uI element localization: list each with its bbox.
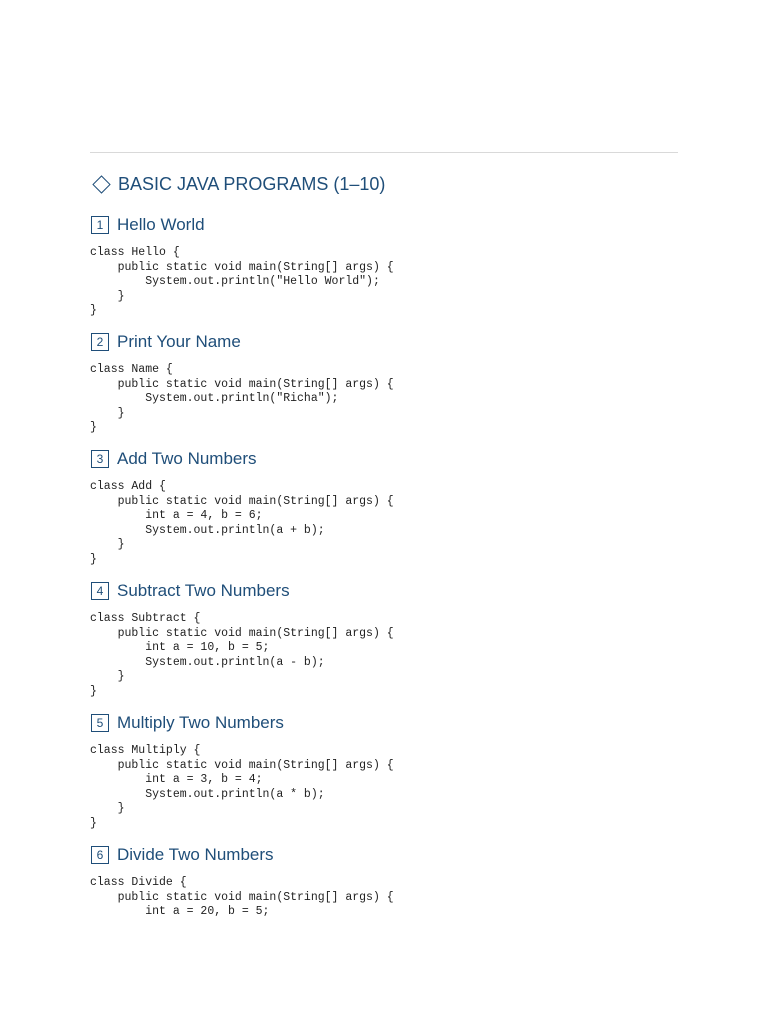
code-block: class Divide { public static void main(String[] args) { int a = 20, b = 5; bbox=[90, 876, 394, 919]
section-heading bbox=[90, 711, 678, 735]
code-block: class Multiply { public static void main(String[] args) { int a = 3, b = 4; System.out.println(a * b); } } bbox=[90, 744, 394, 830]
number-badge: 3 bbox=[91, 450, 109, 468]
number-badge: 5 bbox=[91, 714, 109, 732]
section-heading bbox=[90, 330, 678, 354]
section-heading bbox=[90, 843, 678, 867]
program-section-6 bbox=[90, 843, 678, 920]
section-title: Multiply Two Numbers bbox=[117, 713, 284, 732]
program-section-4 bbox=[90, 579, 678, 700]
document-title bbox=[92, 172, 385, 196]
program-section-2 bbox=[90, 330, 678, 436]
section-title: Hello World bbox=[117, 215, 205, 234]
number-badge: 4 bbox=[91, 582, 109, 600]
program-section-3 bbox=[90, 447, 678, 568]
diamond-icon bbox=[92, 175, 110, 193]
section-title: Subtract Two Numbers bbox=[117, 581, 290, 600]
program-section-1 bbox=[90, 213, 678, 319]
program-section-5 bbox=[90, 711, 678, 832]
horizontal-divider bbox=[90, 152, 678, 153]
section-heading bbox=[90, 579, 678, 603]
section-title: Print Your Name bbox=[117, 332, 241, 351]
number-badge: 6 bbox=[91, 846, 109, 864]
code-block: class Add { public static void main(String[] args) { int a = 4, b = 6; System.out.println(a + b); } } bbox=[90, 480, 394, 566]
document-title-text: BASIC JAVA PROGRAMS (1–10) bbox=[118, 174, 386, 194]
code-block: class Name { public static void main(String[] args) { System.out.println("Richa"); } } bbox=[90, 363, 394, 435]
section-heading bbox=[90, 213, 678, 237]
code-block: class Hello { public static void main(String[] args) { System.out.println("Hello World"); } } bbox=[90, 246, 394, 318]
section-heading bbox=[90, 447, 678, 471]
code-block: class Subtract { public static void main(String[] args) { int a = 10, b = 5; System.out.println(a - b); } } bbox=[90, 612, 394, 698]
number-badge: 2 bbox=[91, 333, 109, 351]
section-title: Divide Two Numbers bbox=[117, 845, 274, 864]
number-badge: 1 bbox=[91, 216, 109, 234]
section-title: Add Two Numbers bbox=[117, 449, 257, 468]
